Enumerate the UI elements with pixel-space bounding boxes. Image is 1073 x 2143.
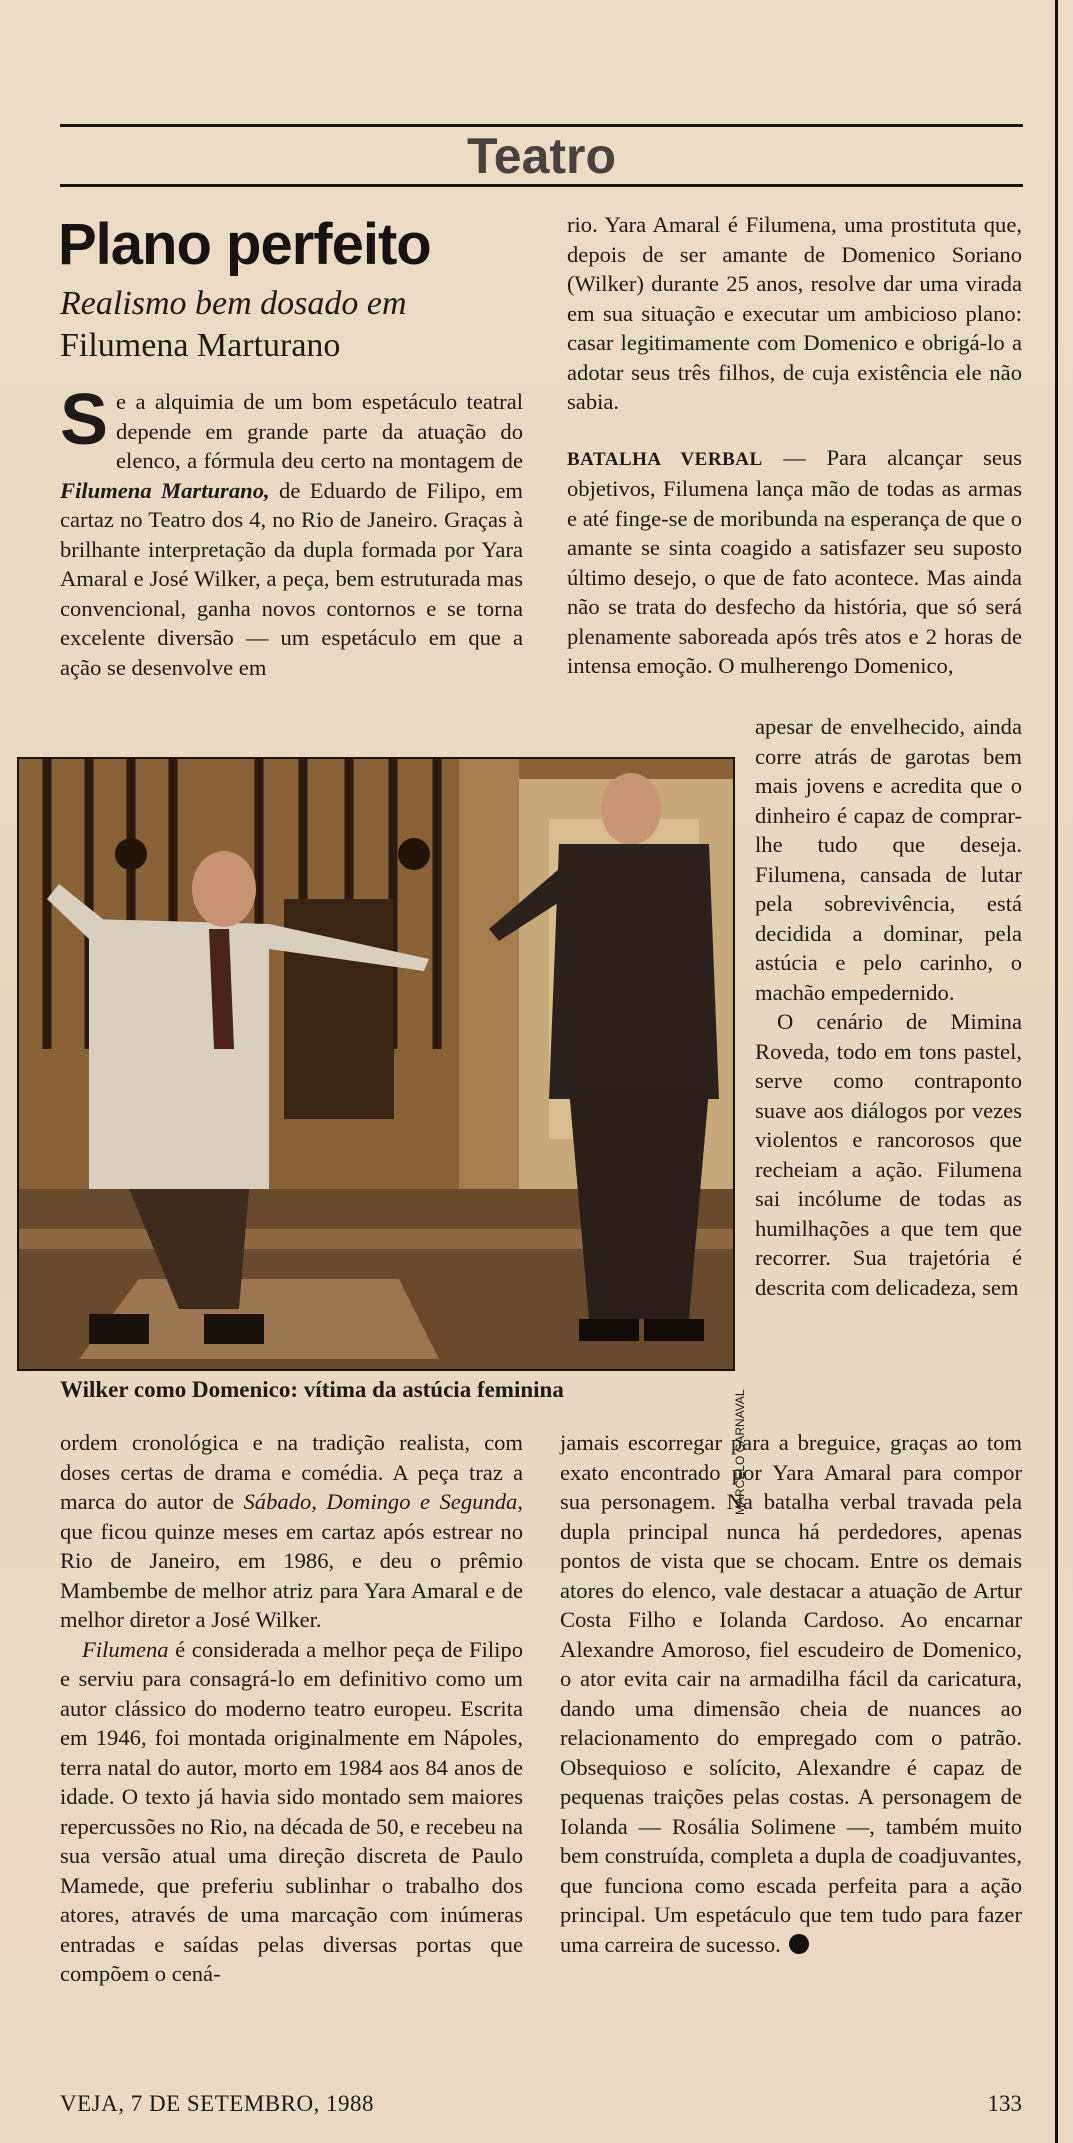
paragraph: ordem cronológica e na tradição realista, com doses certas de drama e comédia. A peça traz a marca do autor de Sábado, Domingo e Segunda, que ficou quinze meses em cartaz após estrear no Rio de Janeiro, em 1986, e deu o prêmio Mambembe de melhor atriz para Yara Amaral e de melhor diretor a José Wilker. (60, 1430, 523, 1632)
section-label: Teatro (466, 128, 617, 184)
footer-issue: VEJA, 7 DE SETEMBRO, 1988 (60, 2091, 375, 2116)
column-right-top (567, 210, 1022, 681)
subhead-line-2: Filumena Marturano (60, 327, 341, 364)
top-rule (60, 124, 1023, 127)
paragraph: apesar de envelhecido, ainda corre atrás de garotas bem mais jovens e acredita que o dinheiro é capaz de comprar-lhe tudo que deseja. Filumena, cansada de lutar pela sobrevivência, está decidida a dominar, pela astúcia e pelo carinho, o machão empedernido. (755, 714, 1022, 1005)
play-title: Filumena Marturano, (60, 477, 270, 503)
stage-photo (17, 757, 735, 1371)
end-mark (789, 1934, 809, 1954)
column-right-bottom (560, 1428, 1022, 1959)
stage-scene-illustration (19, 759, 733, 1369)
photo-credit: MARCELO CARNAVAL (733, 1389, 747, 1515)
kicker-batalha-verbal: BATALHA VERBAL (567, 448, 763, 470)
column-left-top (60, 380, 523, 682)
paragraph-batalha-verbal: BATALHA VERBAL — Para alcançar seus objetivos, Filumena lança mão de todas as armas e até finge-se de moribunda na esperança de que o amante se sinta coagido a satisfazer seu suposto último desejo, o que de fato acontece. Mas ainda não se trata do desfecho da história, que só será plenamente saboreada após três atos e 2 horas de intensa emoção. O mulherengo Domenico, (567, 444, 1023, 678)
play-title: Filumena (82, 1636, 169, 1662)
column-left-bottom (60, 1428, 523, 1989)
paragraph: rio. Yara Amaral é Filumena, uma prostituta que, depois de ser amante de Domenico Soriano (Wilker) durante 25 anos, resolve dar uma virada em sua situação e executar um ambicioso plano: casar legitimamente com Domenico e obrigá-lo a adotar seus três filhos, de cuja existência ele não sabia. (567, 212, 1022, 414)
page-number: 133 (987, 2091, 1022, 2116)
paragraph: O cenário de Mimina Roveda, todo em tons pastel, serve como contraponto suave aos diálogos por vezes violentos e rancorosos que recheiam a ação. Filumena sai incólume de todas as humilhações a que tem que recorrer. Sua trajetória é descrita com delicadeza, sem (755, 1009, 1022, 1300)
paragraph: jamais escorregar para a breguice, graças ao tom exato encontrado por Yara Amaral para compor sua personagem. Na batalha verbal travada pela dupla principal nunca há perdedores, apenas pontos de vista que se chocam. Entre os demais atores do elenco, vale destacar a atuação de Artur Costa Filho e Iolanda Cardoso. Ao encarnar Alexandre Amoroso, fiel escudeiro de Domenico, o ator evita cair na armadilha fácil da caricatura, dando uma dimensão cheia de nuances ao relacionamento do empregado com o patrão. Obsequioso e solícito, Alexandre é capaz de pequenas traições pelas costas. A personagem de Iolanda — Rosália Solimene —, também muito bem construída, completa a dupla de coadjuvantes, que funciona como escada perfeita para a ação principal. Um espetáculo que tem tudo para fazer uma carreira de sucesso. (560, 1430, 1022, 1957)
headline: Plano perfeito (58, 212, 431, 277)
lead-paragraph: Se a alquimia de um bom espetáculo teatral depende em grande parte da atuação do elenco, a fórmula deu certo na montagem de Filumena Marturano, de Eduardo de Filipo, em cartaz no Teatro dos 4, no Rio de Janeiro. Graças à brilhante interpretação da dupla formada por Yara Amaral e José Wilker, a peça, bem estruturada mas convencional, ganha novos contornos e se torna excelente diversão — um espetáculo em que a ação se desenvolve em (60, 380, 523, 680)
drop-cap: S (60, 380, 109, 460)
section-rule (60, 184, 1023, 187)
subhead-line-1: Realismo bem dosado em (60, 285, 407, 322)
page-edge (1055, 0, 1058, 2143)
photo-caption: Wilker como Domenico: vítima da astúcia feminina (60, 1377, 564, 1402)
column-narrow (755, 712, 1022, 1302)
paragraph: Filumena é considerada a melhor peça de Filipo e serviu para consagrá-lo em definitivo como um autor clássico do moderno teatro europeu. Escrita em 1946, foi montada originalmente em Nápoles, terra natal do autor, morto em 1984 aos 84 anos de idade. O texto já havia sido montado sem maiores repercussões no Rio, na década de 50, e recebeu na sua versão atual uma direção discreta de Paulo Mamede, que preferiu sublinhar o trabalho dos atores, através de uma marcação com inúmeras entradas e saídas pelas diversas portas que compõem o cená- (60, 1636, 523, 1986)
play-title: Sábado, Domingo e Segunda, (243, 1489, 523, 1514)
